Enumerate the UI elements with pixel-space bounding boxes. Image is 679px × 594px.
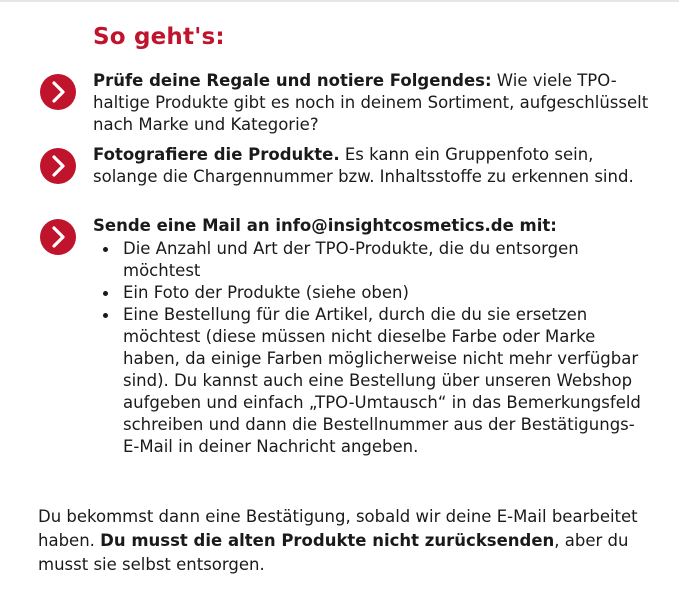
page-title: So geht's:	[93, 24, 225, 50]
step-2-text	[93, 144, 649, 188]
bullet-item: Ein Foto der Produkte (siehe oben)	[123, 282, 649, 304]
step-1-title: Prüfe deine Regale und notiere Folgendes:	[93, 71, 492, 90]
chevron-right-icon	[40, 219, 76, 255]
top-divider	[0, 0, 679, 2]
step-3-title: Sende eine Mail an info@insightcosmetics.de mit:	[93, 216, 557, 235]
closing-emphasis: Du musst die alten Produkte nicht zurücksenden	[100, 531, 555, 550]
step-2-description: Es kann ein Gruppenfoto sein, solange die Chargennummer bzw. Inhaltsstoffe zu erkennen sind.	[93, 145, 634, 186]
closing-text-2: , aber du musst sie selbst entsorgen.	[38, 531, 629, 574]
step-3-text	[93, 215, 649, 458]
step-3-bullet-list	[93, 238, 649, 458]
step-1-description: Wie viele TPO-haltige Produkte gibt es noch in deinem Sortiment, aufgeschlüsselt nach Marke und Kategorie?	[93, 71, 649, 134]
closing-paragraph	[38, 505, 638, 577]
closing-text-1: Du bekommst dann eine Bestätigung, sobald wir deine E-Mail bearbeitet haben.	[38, 507, 638, 550]
bullet-item: Eine Bestellung für die Artikel, durch die du sie ersetzen möchtest (diese müssen nicht dieselbe Farbe oder Marke haben, da einige Farben möglicherweise nicht mehr verfügbar sind). Du kannst auch eine Bestellung über unseren Webshop aufgeben und einfach „TPO-Umtausch“ in das Bemerkungsfeld schreiben und dann die Bestellnummer aus der Bestätigungs-E-Mail in deiner Nachricht angeben.	[123, 304, 649, 458]
bullet-item: Die Anzahl und Art der TPO-Produkte, die du entsorgen möchtest	[123, 238, 649, 282]
chevron-right-icon	[40, 148, 76, 184]
step-1-text	[93, 70, 649, 136]
step-2-title: Fotografiere die Produkte.	[93, 145, 340, 164]
chevron-right-icon	[40, 74, 76, 110]
